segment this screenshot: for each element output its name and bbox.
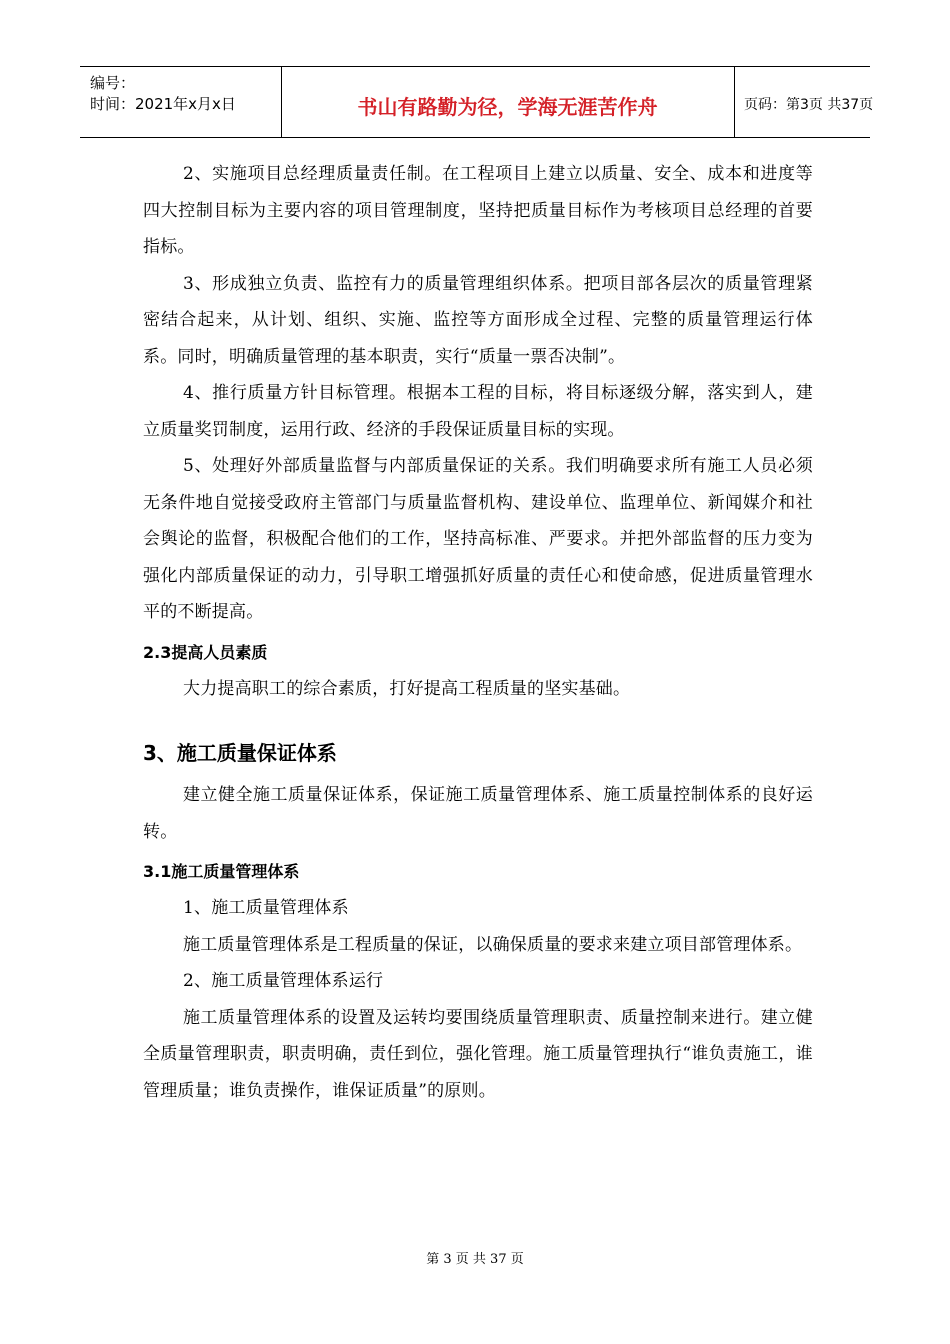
section-heading-2-3: 2.3提高人员素质 <box>143 642 268 662</box>
page-footer: 第 3 页 共 37 页 <box>426 1252 524 1267</box>
paragraph: 3、形成独立负责、监控有力的质量管理组织体系。把项目部各层次的质量管理紧密结合起来，从计划、组织、实施、监控等方面形成全过程、完整的质量管理运行体系。同时，明确质量管理的基本职责，实行“质量一票否决制”。 <box>143 273 813 367</box>
paragraph: 施工质量管理体系的设置及运转均要围绕质量管理职责、质量控制来进行。建立健全质量管理职责，职责明确，责任到位，强化管理。施工质量管理执行“谁负责施工，谁管理质量；谁负责操作，谁保证质量”的原则。 <box>143 1007 813 1101</box>
section-heading-3: 3、施工质量保证体系 <box>143 741 337 765</box>
paragraph: 4、推行质量方针目标管理。根据本工程的目标，将目标逐级分解，落实到人，建立质量奖罚制度，运用行政、经济的手段保证质量目标的实现。 <box>143 383 813 440</box>
paragraph: 1、施工质量管理体系 <box>183 898 349 918</box>
motto-text: 书山有路勤为径，学海无涯苦作舟 <box>357 95 658 119</box>
paragraph: 大力提高职工的综合素质，打好提高工程质量的坚实基础。 <box>183 678 631 699</box>
header-page-info <box>734 67 874 137</box>
document-body <box>143 156 813 1109</box>
section-heading-3-1: 3.1施工质量管理体系 <box>143 862 300 881</box>
date-label: 时间：2021年x月x日 <box>90 95 236 113</box>
number-label: 编号： <box>90 74 136 92</box>
paragraph: 2、施工质量管理体系运行 <box>183 971 384 991</box>
page-header <box>80 66 874 138</box>
paragraph: 施工质量管理体系是工程质量的保证，以确保质量的要求来建立项目部管理体系。 <box>183 934 803 955</box>
paragraph: 建立健全施工质量保证体系，保证施工质量管理体系、施工质量控制体系的良好运转。 <box>143 785 813 842</box>
header-motto <box>281 67 735 137</box>
page-info-text: 页码：第3页 共37页 <box>744 97 874 113</box>
paragraph: 2、实施项目总经理质量责任制。在工程项目上建立以质量、安全、成本和进度等四大控制目标为主要内容的项目管理制度，坚持把质量目标作为考核项目总经理的首要指标。 <box>143 164 813 257</box>
header-meta <box>80 67 282 137</box>
paragraph: 5、处理好外部质量监督与内部质量保证的关系。我们明确要求所有施工人员必须无条件地自觉接受政府主管部门与质量监督机构、建设单位、监理单位、新闻媒介和社会舆论的监督，积极配合他们的工作，坚持高标准、严要求。并把外部监督的压力变为强化内部质量保证的动力，引导职工增强抓好质量的责任心和使命感，促进质量管理水平的不断提高。 <box>143 456 813 622</box>
